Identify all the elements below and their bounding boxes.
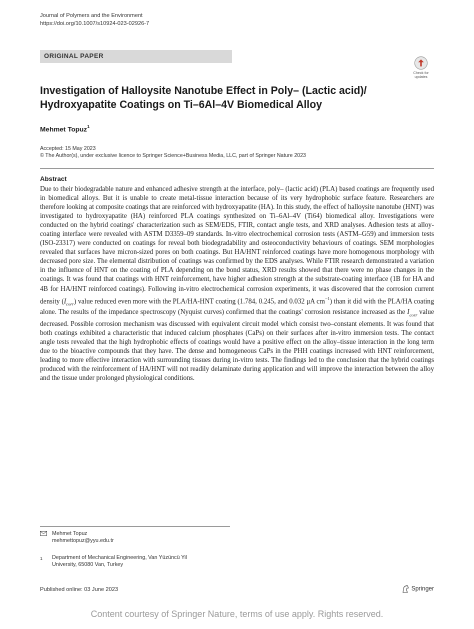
author-affiliation-mark: 1 xyxy=(87,124,90,129)
courtesy-notice: Content courtesy of Springer Nature, terms of use apply. Rights reserved. xyxy=(90,609,384,619)
article-dates xyxy=(40,146,306,161)
abstract-text xyxy=(40,185,434,383)
accepted-date: Accepted: 15 May 2023 xyxy=(40,146,96,152)
author-line xyxy=(40,124,90,133)
author-name[interactable]: Mehmet Topuz xyxy=(40,126,88,134)
journal-name: Journal of Polymers and the Environment xyxy=(40,13,143,19)
contact-email[interactable]: mehmettopuz@yyu.edu.tr xyxy=(52,538,114,544)
publisher-logo[interactable] xyxy=(402,585,434,593)
icorr-symbol-2: I xyxy=(407,309,410,317)
affiliation-line-2: University, 65080 Van, Turkey xyxy=(52,562,124,568)
envelope-icon xyxy=(40,531,47,539)
check-updates-label-1: Check for xyxy=(413,71,429,75)
icorr-symbol: I xyxy=(63,297,67,305)
publisher-name: Springer xyxy=(411,586,434,593)
paper-type-banner: ORIGINAL PAPER xyxy=(40,50,232,63)
abstract-heading: Abstract xyxy=(40,176,67,183)
published-date: Published online: 03 June 2023 xyxy=(40,587,119,593)
article-title xyxy=(40,84,420,112)
check-updates-label-2: updates xyxy=(414,75,428,79)
title-line-2: Hydroxyapatite Coatings on Ti–6Al–4V Biomedical Alloy xyxy=(40,99,322,111)
corresponding-author-footnote xyxy=(40,531,114,545)
header-divider xyxy=(40,168,434,169)
doi-link[interactable]: https://doi.org/10.1007/s10924-023-02926-7 xyxy=(40,21,150,27)
check-for-updates-button[interactable] xyxy=(408,56,434,82)
icorr-subscript: corr xyxy=(66,301,74,307)
icorr-subscript-2: corr xyxy=(409,312,418,318)
abstract-part-3: ) than it did with the PLA/HA coating alone. The results of the impedance spectroscopy (Nyquist curves) confirmed that the coatings' corrosion resistance increased as the xyxy=(40,297,434,317)
journal-header xyxy=(40,12,149,28)
title-line-1: Investigation of Halloysite Nanotube Effect in Poly– (Lactic acid)/ xyxy=(40,85,367,97)
footnote-divider xyxy=(40,526,230,527)
affiliation-footnote xyxy=(40,555,187,569)
affiliation-mark: 1 xyxy=(40,556,43,561)
abstract-part-4: value decreased. Possible corrosion mechanism was discussed with equivalent circuit model which consist two–constant elements. It was found that both coatings exhibited a characteristic that induced calcium phosphates (CaPs) on their surfaces after in-vitro immersion tests. The contact angle tests revealed that the high hydrophobic effects of coatings would have a positive effect on the alloy–tissue interaction in the long term due to the bioactive compounds that they have. The dense and homogeneous CaPs in the PHH coatings increased with HNT reinforcement, leading to more effective interaction with surrounding tissues during in-vitro tests. The findings led to the conclusion that the hybrid coatings produced with the reinforcement of HA/HNT will not readily delaminate during application and will improve the interaction between the alloy and the tissue under prolonged physiological conditions. xyxy=(40,309,434,382)
abstract-part-2: ) value reduced even more with the PLA/HA-HNT coating (1.784, 0.245, and 0.032 μA cm xyxy=(73,297,325,305)
abstract-part-1: Due to their biodegradable nature and enhanced adhesive strength at the interface, poly– (lactic acid) (PLA) based coatings are frequently used in biomedical alloys. But it is unable to create metal-tissue interaction because of its very hydrophobic surface feature. Researchers are therefore looking at composite coatings that are reinforced with hydroxyapatite (HA). In this study, the effect of halloysite nanotube (HNT) was investigated to hydroxyapatite (HA) reinforced PLA coatings synthesized on Ti–6Al–4V (Ti64) biomedical alloy. Investigations were conducted on the hybrid coatings' characterization such as SEM/EDS, FTIR, contact angle tests, and XRD analyses. Adhesion tests at alloy-coating interface were revealed with ASTM D3359–09 standards. In-vitro electrochemical corrosion tests (ASTM–G59) and immersion tests (ISO-23317) were conducted on coatings for reveal both biodegradability and osteoconductivity behaviours of coatings. SEM morphologies revealed that surfaces have micron-sized pores on both coatings. But HA/HNT reinforced coatings have more homogenous morphology with decreased pore size. The elemental distribution of coatings was confirmed by the EDS analyses. While FTIR research demonstrated a variation in the influence of HNT on the coating of PLA depending on the bond status, XRD results showed that there were no phase changes in the coatings. It was found that coatings with HNT reinforcement, have higher adhesion strength at the substrate-coating interface (1B for HA and 4B for HA/HNT reinforced coatings). Following in-vitro electrochemical corrosion experiments, it was discovered that the corrosion current density ( xyxy=(40,186,434,305)
check-updates-icon xyxy=(414,56,428,70)
unit-superscript: −1 xyxy=(324,295,330,301)
contact-name: Mehmet Topuz xyxy=(52,531,88,537)
springer-horse-icon xyxy=(402,585,409,593)
affiliation-line-1: Department of Mechanical Engineering, Van Yüzüncü Yil xyxy=(52,555,187,561)
copyright-notice: © The Author(s), under exclusive licence to Springer Science+Business Media, LLC, part of Springer Nature 2023 xyxy=(40,153,306,160)
